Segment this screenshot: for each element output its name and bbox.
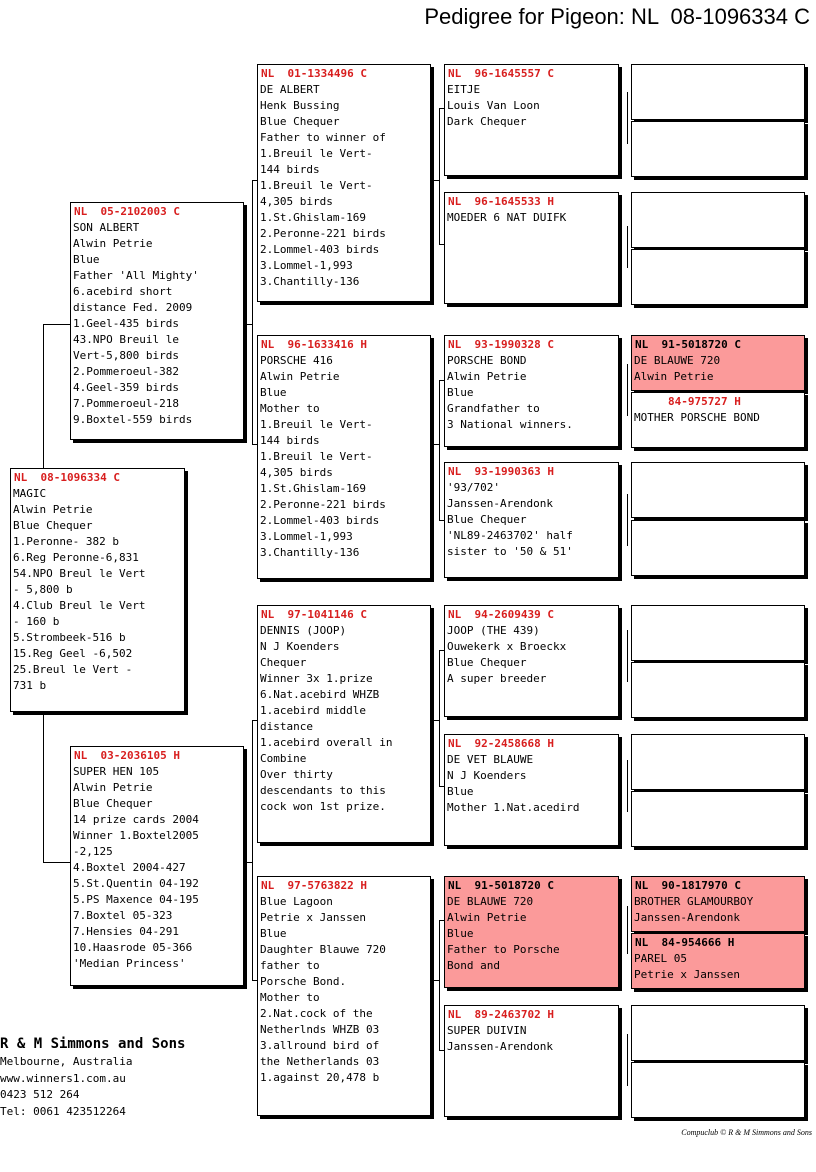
gen5-card-13 bbox=[631, 876, 805, 932]
ring-number: 84-975727 H bbox=[668, 395, 741, 408]
breeder-location: Melbourne, Australia bbox=[0, 1055, 133, 1068]
ring-number: NL 90-1817970 C bbox=[635, 879, 741, 892]
gen5-card-2 bbox=[631, 121, 805, 177]
gen5-card-1 bbox=[631, 64, 805, 120]
pigeon-details: PORSCHE BOND Alwin Petrie Blue Grandfather to 3 National winners. bbox=[447, 354, 573, 431]
ring-number: NL 93-1990328 C bbox=[448, 338, 554, 351]
ring-number: NL 96-1645533 H bbox=[448, 195, 554, 208]
ring-number: NL 94-2609439 C bbox=[448, 608, 554, 621]
pigeon-details: JOOP (THE 439) Ouwekerk x Broeckx Blue Chequer A super breeder bbox=[447, 624, 567, 685]
ring-number: NL 05-2102003 C bbox=[74, 205, 180, 218]
pigeon-details: BROTHER GLAMOURBOY Janssen-Arendonk bbox=[634, 895, 754, 924]
pigeon-details: MAGIC Alwin Petrie Blue Chequer 1.Peronne- 382 b 6.Reg Peronne-6,831 54.NPO Breul le Vert - 5,800 b 4.Club Breul le Vert - 160 b 5.Strombeek-516 b 15.Reg Geel -6,502 25.Breul le Vert - 731 b bbox=[13, 487, 146, 692]
pigeon-details: DE VET BLAUWE N J Koenders Blue Mother 1.Nat.acedird bbox=[447, 753, 580, 814]
gen4-card-3 bbox=[444, 335, 619, 447]
pigeon-details: SON ALBERT Alwin Petrie Blue Father 'All Mighty' 6.acebird short distance Fed. 2009 1.Geel-435 birds 43.NPO Breuil le Vert-5,800 birds 2.Pommeroeul-382 4.Geel-359 birds 7.Pommeroeul-218 9.Boxtel-559 birds bbox=[73, 221, 199, 426]
gen5-card-16 bbox=[631, 1062, 805, 1118]
breeder-website[interactable]: www.winners1.com.au bbox=[0, 1071, 126, 1085]
breeder-phone: Tel: 0061 423512264 bbox=[0, 1104, 126, 1118]
gen5-card-9 bbox=[631, 605, 805, 661]
dam-dam-card bbox=[257, 876, 431, 1116]
ring-number: NL 96-1633416 H bbox=[261, 338, 367, 351]
pigeon-details: PORSCHE 416 Alwin Petrie Blue Mother to 1.Breuil le Vert- 144 birds 1.Breuil le Vert- 4,305 birds 1.St.Ghislam-169 2.Peronne-221 birds 2.Lommel-403 birds 3.Lommel-1,993 3.Chantilly-136 bbox=[260, 354, 386, 559]
ring-number: NL 89-2463702 H bbox=[448, 1008, 554, 1021]
gen5-card-11 bbox=[631, 734, 805, 790]
gen5-card-3 bbox=[631, 192, 805, 248]
breeder-name: R & M Simmons and Sons bbox=[0, 1036, 186, 1052]
ring-number: NL 91-5018720 C bbox=[448, 879, 554, 892]
dam-sire-card bbox=[257, 605, 431, 843]
gen4-card-2 bbox=[444, 192, 619, 304]
sire-dam-card bbox=[257, 335, 431, 579]
gen5-card-12 bbox=[631, 791, 805, 847]
pigeon-details: DE BLAUWE 720 Alwin Petrie Blue Father to Porsche Bond and bbox=[447, 895, 560, 972]
pigeon-details: SUPER DUIVIN Janssen-Arendonk bbox=[447, 1024, 553, 1053]
pigeon-details: DENNIS (JOOP) N J Koenders Chequer Winner 3x 1.prize 6.Nat.acebird WHZB 1.acebird middle distance 1.acebird overall in Combine Over thirty descendants to this cock won 1st prize. bbox=[260, 624, 393, 813]
gen5-card-7 bbox=[631, 462, 805, 518]
pigeon-details: EITJE Louis Van Loon Dark Chequer bbox=[447, 83, 540, 128]
gen4-card-6 bbox=[444, 734, 619, 846]
sire-sire-card bbox=[257, 64, 431, 302]
ring-number: NL 08-1096334 C bbox=[14, 471, 120, 484]
gen5-card-6 bbox=[631, 392, 805, 448]
ring-number: NL 84-954666 H bbox=[635, 936, 735, 949]
ring-number: NL 92-2458668 H bbox=[448, 737, 554, 750]
gen4-card-8 bbox=[444, 1005, 619, 1117]
page-title: Pedigree for Pigeon: NL 08-1096334 C bbox=[424, 4, 810, 29]
gen4-card-4 bbox=[444, 462, 619, 578]
gen5-card-8 bbox=[631, 520, 805, 576]
subject-card bbox=[10, 468, 185, 712]
gen4-card-7 bbox=[444, 876, 619, 988]
pigeon-details: DE BLAUWE 720 Alwin Petrie bbox=[634, 354, 721, 383]
pigeon-details: '93/702' Janssen-Arendonk Blue Chequer 'NL89-2463702' half sister to '50 & 51' bbox=[447, 481, 573, 558]
ring-number: NL 93-1990363 H bbox=[448, 465, 554, 478]
gen5-card-14 bbox=[631, 933, 805, 989]
ring-number: NL 96-1645557 C bbox=[448, 67, 554, 80]
gen5-card-10 bbox=[631, 662, 805, 718]
gen5-card-4 bbox=[631, 249, 805, 305]
pigeon-details: SUPER HEN 105 Alwin Petrie Blue Chequer 14 prize cards 2004 Winner 1.Boxtel2005 -2,125 4.Boxtel 2004-427 5.St.Quentin 04-192 5.PS Maxence 04-195 7.Boxtel 05-323 7.Hensies 04-291 10.Haasrode 05-366 'Median Princess' bbox=[73, 765, 199, 970]
pigeon-details: Blue Lagoon Petrie x Janssen Blue Daughter Blauwe 720 father to Porsche Bond. Mother to 2.Nat.cock of the Netherlnds WHZB 03 3.allround bird of the Netherlands 03 1.against 20,478 b bbox=[260, 895, 386, 1084]
gen5-card-5 bbox=[631, 335, 805, 391]
dam-card bbox=[70, 746, 244, 986]
pigeon-details: MOTHER PORSCHE BOND bbox=[634, 411, 760, 424]
pigeon-details: MOEDER 6 NAT DUIFK bbox=[447, 211, 567, 224]
pigeon-details: DE ALBERT Henk Bussing Blue Chequer Father to winner of 1.Breuil le Vert- 144 birds 1.Breuil le Vert- 4,305 birds 1.St.Ghislam-169 2.Peronne-221 birds 2.Lommel-403 birds 3.Lommel-1,993 3.Chantilly-136 bbox=[260, 83, 386, 288]
footer-credit: Compuclub © R & M Simmons and Sons bbox=[681, 1128, 812, 1137]
sire-card bbox=[70, 202, 244, 440]
ring-number: NL 97-5763822 H bbox=[261, 879, 367, 892]
ring-number: NL 03-2036105 H bbox=[74, 749, 180, 762]
breeder-mobile: 0423 512 264 bbox=[0, 1088, 80, 1101]
pigeon-details: PAREL 05 Petrie x Janssen bbox=[634, 952, 740, 981]
ring-number: NL 01-1334496 C bbox=[261, 67, 367, 80]
gen4-card-5 bbox=[444, 605, 619, 717]
breeder-info bbox=[0, 1034, 185, 1120]
ring-number: NL 97-1041146 C bbox=[261, 608, 367, 621]
ring-number: NL 91-5018720 C bbox=[635, 338, 741, 351]
gen4-card-1 bbox=[444, 64, 619, 176]
gen5-card-15 bbox=[631, 1005, 805, 1061]
